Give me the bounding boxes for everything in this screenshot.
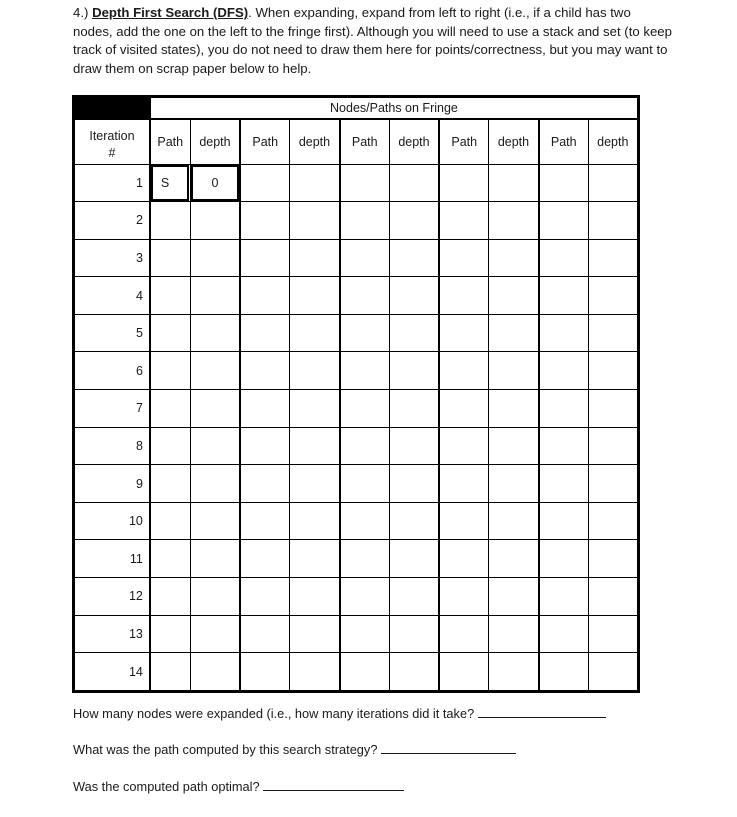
fringe-path-cell[interactable]	[539, 427, 588, 465]
fringe-path-cell[interactable]	[439, 427, 488, 465]
fringe-path-cell[interactable]	[539, 465, 588, 503]
fringe-path-cell[interactable]	[240, 615, 289, 653]
iteration-number: 3	[74, 239, 150, 277]
fringe-path-cell[interactable]	[539, 352, 588, 390]
fringe-depth-cell[interactable]	[290, 427, 340, 465]
fringe-path-cell[interactable]	[439, 653, 488, 692]
fringe-path-cell[interactable]	[340, 540, 389, 578]
fringe-path-cell[interactable]	[240, 427, 289, 465]
question-number: 4.)	[73, 5, 89, 20]
fringe-depth-cell[interactable]	[389, 239, 439, 277]
fringe-path-cell[interactable]	[150, 502, 190, 540]
fringe-depth-cell[interactable]	[190, 352, 240, 390]
iteration-number: 5	[74, 314, 150, 352]
table-row	[74, 352, 639, 390]
column-header: depth	[290, 119, 340, 164]
iteration-number: 7	[74, 390, 150, 428]
fringe-depth-cell[interactable]	[190, 502, 240, 540]
table-row	[74, 277, 639, 315]
fringe-depth-cell[interactable]	[489, 540, 539, 578]
fringe-depth-cell[interactable]	[489, 352, 539, 390]
fringe-depth-cell[interactable]	[489, 239, 539, 277]
fringe-depth-cell[interactable]	[190, 465, 240, 503]
column-header-row	[74, 119, 639, 164]
fringe-depth-cell[interactable]	[588, 239, 638, 277]
fringe-depth-cell[interactable]	[389, 277, 439, 315]
table-row	[74, 164, 639, 202]
fringe-depth-cell[interactable]	[290, 390, 340, 428]
fringe-depth-cell[interactable]	[389, 540, 439, 578]
fringe-depth-cell[interactable]	[588, 540, 638, 578]
fringe-path-cell[interactable]	[150, 352, 190, 390]
iteration-header-label: Iteration	[89, 128, 135, 143]
fringe-path-cell[interactable]	[150, 540, 190, 578]
fringe-depth-cell[interactable]	[389, 164, 439, 202]
fringe-path-cell[interactable]	[240, 277, 289, 315]
fringe-depth-cell[interactable]	[588, 578, 638, 616]
fringe-depth-cell[interactable]	[290, 578, 340, 616]
question-optimal-text: Was the computed path optimal?	[73, 779, 260, 794]
table-row	[74, 615, 639, 653]
column-header: depth	[389, 119, 439, 164]
answer-line-optimal[interactable]	[263, 778, 404, 791]
fringe-path-cell[interactable]	[439, 164, 488, 202]
fringe-depth-cell[interactable]	[588, 465, 638, 503]
iteration-number: 14	[74, 653, 150, 692]
question-iterations	[73, 705, 606, 721]
fringe-depth-cell[interactable]	[489, 202, 539, 240]
fringe-path-cell[interactable]	[439, 502, 488, 540]
fringe-path-cell[interactable]	[439, 277, 488, 315]
fringe-depth-cell[interactable]	[290, 239, 340, 277]
iteration-number: 10	[74, 502, 150, 540]
table-row	[74, 540, 639, 578]
fringe-depth-cell[interactable]	[290, 653, 340, 692]
fringe-depth-cell[interactable]	[588, 390, 638, 428]
table-row	[74, 390, 639, 428]
iteration-number: 6	[74, 352, 150, 390]
fringe-path-cell[interactable]	[539, 202, 588, 240]
table-row	[74, 314, 639, 352]
fringe-path-cell[interactable]	[539, 390, 588, 428]
fringe-path-cell[interactable]	[240, 164, 289, 202]
iteration-number: 11	[74, 540, 150, 578]
fringe-path-cell[interactable]	[150, 427, 190, 465]
fringe-path-cell[interactable]	[150, 578, 190, 616]
fringe-depth-cell[interactable]	[190, 540, 240, 578]
fringe-path-cell[interactable]	[340, 352, 389, 390]
fringe-path-cell[interactable]	[439, 314, 488, 352]
fringe-depth-cell[interactable]	[588, 653, 638, 692]
fringe-depth-cell[interactable]	[588, 352, 638, 390]
fringe-path-cell[interactable]	[240, 202, 289, 240]
iteration-number: 1	[74, 164, 150, 202]
fringe-depth-cell[interactable]	[389, 502, 439, 540]
table-row	[74, 465, 639, 503]
answer-line-iterations[interactable]	[478, 705, 606, 718]
iteration-number: 4	[74, 277, 150, 315]
question-intro	[73, 4, 673, 78]
fringe-path-cell[interactable]	[439, 239, 488, 277]
fringe-path-cell[interactable]	[340, 465, 389, 503]
question-path	[73, 741, 516, 757]
fringe-path-cell[interactable]	[539, 502, 588, 540]
table-row	[74, 239, 639, 277]
fringe-depth-cell[interactable]	[489, 314, 539, 352]
fringe-depth-cell[interactable]	[489, 653, 539, 692]
fringe-depth-cell[interactable]	[389, 653, 439, 692]
fringe-path-cell[interactable]	[539, 314, 588, 352]
fringe-depth-cell[interactable]	[489, 578, 539, 616]
fringe-path-cell[interactable]	[439, 615, 488, 653]
fringe-path-cell[interactable]	[340, 314, 389, 352]
fringe-path-cell[interactable]	[539, 540, 588, 578]
fringe-path-cell[interactable]	[539, 239, 588, 277]
fringe-depth-cell[interactable]	[190, 653, 240, 692]
column-header: depth	[588, 119, 638, 164]
iteration-number: 13	[74, 615, 150, 653]
column-header: Path	[539, 119, 588, 164]
fringe-path-cell[interactable]	[240, 578, 289, 616]
fringe-path-cell[interactable]	[340, 390, 389, 428]
fringe-depth-cell[interactable]	[290, 314, 340, 352]
fringe-depth-cell[interactable]	[290, 615, 340, 653]
fringe-depth-cell[interactable]	[389, 427, 439, 465]
fringe-path-cell[interactable]	[539, 277, 588, 315]
table-row	[74, 578, 639, 616]
fringe-depth-cell[interactable]	[588, 502, 638, 540]
fringe-depth-cell[interactable]	[588, 314, 638, 352]
iteration-header	[74, 119, 150, 164]
fringe-path-cell[interactable]	[150, 277, 190, 315]
fringe-path-cell[interactable]	[240, 502, 289, 540]
fringe-path-cell[interactable]	[439, 540, 488, 578]
iteration-number: 12	[74, 578, 150, 616]
column-header: Path	[150, 119, 190, 164]
fringe-path-cell[interactable]	[150, 239, 190, 277]
fringe-path-cell[interactable]	[439, 202, 488, 240]
fringe-path-cell[interactable]	[439, 465, 488, 503]
fringe-depth-cell[interactable]	[489, 277, 539, 315]
fringe-depth-cell[interactable]	[489, 427, 539, 465]
fringe-depth-cell[interactable]	[290, 465, 340, 503]
column-header: depth	[489, 119, 539, 164]
question-instructions: . When expanding, expand from left to right (i.e., if a child has two nodes, add the one on the left to the fringe first). Although you will need to use a stack and set (to keep track of visited states), you do not need to draw them here for points/correctness, but you may want to draw them on scrap paper below to help.	[73, 5, 672, 76]
dfs-fringe-table	[72, 95, 640, 693]
fringe-path-cell[interactable]	[439, 578, 488, 616]
table-row	[74, 427, 639, 465]
fringe-path-cell[interactable]	[240, 314, 289, 352]
fringe-path-cell[interactable]	[240, 352, 289, 390]
fringe-depth-cell[interactable]	[588, 277, 638, 315]
fringe-depth-cell[interactable]	[588, 615, 638, 653]
fringe-depth-cell[interactable]	[290, 202, 340, 240]
fringe-path-cell[interactable]	[340, 615, 389, 653]
table-row	[74, 202, 639, 240]
question-title: Depth First Search (DFS)	[92, 5, 249, 20]
fringe-depth-cell[interactable]	[489, 164, 539, 202]
fringe-path-cell[interactable]	[340, 502, 389, 540]
table-row	[74, 502, 639, 540]
fringe-path-cell[interactable]	[539, 578, 588, 616]
fringe-path-cell[interactable]	[340, 164, 389, 202]
fringe-path-cell[interactable]: S	[150, 164, 190, 202]
question-path-text: What was the path computed by this search strategy?	[73, 742, 378, 757]
column-header: Path	[340, 119, 389, 164]
fringe-path-cell[interactable]	[539, 164, 588, 202]
fringe-path-cell[interactable]	[340, 653, 389, 692]
fringe-path-cell[interactable]	[240, 239, 289, 277]
black-header-cell	[74, 97, 150, 120]
fringe-path-cell[interactable]	[240, 465, 289, 503]
fringe-depth-cell[interactable]	[290, 502, 340, 540]
fringe-depth-cell[interactable]	[389, 465, 439, 503]
fringe-depth-cell[interactable]	[190, 314, 240, 352]
fringe-depth-cell[interactable]	[489, 502, 539, 540]
fringe-depth-cell[interactable]: 0	[190, 164, 240, 202]
column-header: depth	[190, 119, 240, 164]
fringe-depth-cell[interactable]	[588, 202, 638, 240]
fringe-depth-cell[interactable]	[489, 465, 539, 503]
fringe-depth-cell[interactable]	[389, 352, 439, 390]
fringe-depth-cell[interactable]	[190, 202, 240, 240]
fringe-path-cell[interactable]	[150, 465, 190, 503]
iteration-number: 2	[74, 202, 150, 240]
fringe-depth-cell[interactable]	[290, 540, 340, 578]
fringe-path-cell[interactable]	[539, 615, 588, 653]
fringe-depth-cell[interactable]	[389, 390, 439, 428]
fringe-path-cell[interactable]	[150, 202, 190, 240]
fringe-depth-cell[interactable]	[190, 390, 240, 428]
question-iterations-text: How many nodes were expanded (i.e., how many iterations did it take?	[73, 706, 475, 721]
fringe-path-cell[interactable]	[150, 653, 190, 692]
iteration-number: 9	[74, 465, 150, 503]
iteration-header-hash: #	[108, 145, 116, 160]
table-row	[74, 653, 639, 692]
question-optimal	[73, 778, 404, 794]
fringe-depth-cell[interactable]	[588, 427, 638, 465]
fringe-depth-cell[interactable]	[389, 202, 439, 240]
fringe-path-cell[interactable]	[439, 390, 488, 428]
fringe-path-cell[interactable]	[340, 277, 389, 315]
fringe-depth-cell[interactable]	[190, 427, 240, 465]
fringe-path-cell[interactable]	[340, 239, 389, 277]
fringe-path-cell[interactable]	[240, 653, 289, 692]
fringe-depth-cell[interactable]	[290, 164, 340, 202]
answer-line-path[interactable]	[381, 741, 516, 754]
fringe-depth-cell[interactable]	[190, 239, 240, 277]
fringe-path-cell[interactable]	[439, 352, 488, 390]
fringe-path-cell[interactable]	[240, 390, 289, 428]
fringe-depth-cell[interactable]	[290, 352, 340, 390]
fringe-path-cell[interactable]	[340, 427, 389, 465]
fringe-header: Nodes/Paths on Fringe	[150, 97, 639, 120]
fringe-path-cell[interactable]	[340, 202, 389, 240]
fringe-depth-cell[interactable]	[389, 314, 439, 352]
fringe-path-cell[interactable]	[150, 390, 190, 428]
column-header: Path	[240, 119, 289, 164]
fringe-path-cell[interactable]	[539, 653, 588, 692]
fringe-depth-cell[interactable]	[290, 277, 340, 315]
fringe-depth-cell[interactable]	[588, 164, 638, 202]
fringe-depth-cell[interactable]	[389, 578, 439, 616]
fringe-depth-cell[interactable]	[190, 578, 240, 616]
fringe-depth-cell[interactable]	[190, 615, 240, 653]
fringe-depth-cell[interactable]	[489, 615, 539, 653]
column-header: Path	[439, 119, 488, 164]
fringe-depth-cell[interactable]	[389, 615, 439, 653]
iteration-number: 8	[74, 427, 150, 465]
fringe-path-cell[interactable]	[340, 578, 389, 616]
fringe-path-cell[interactable]	[240, 540, 289, 578]
fringe-depth-cell[interactable]	[489, 390, 539, 428]
fringe-path-cell[interactable]	[150, 314, 190, 352]
fringe-depth-cell[interactable]	[190, 277, 240, 315]
fringe-path-cell[interactable]	[150, 615, 190, 653]
table-title-row	[74, 97, 639, 120]
